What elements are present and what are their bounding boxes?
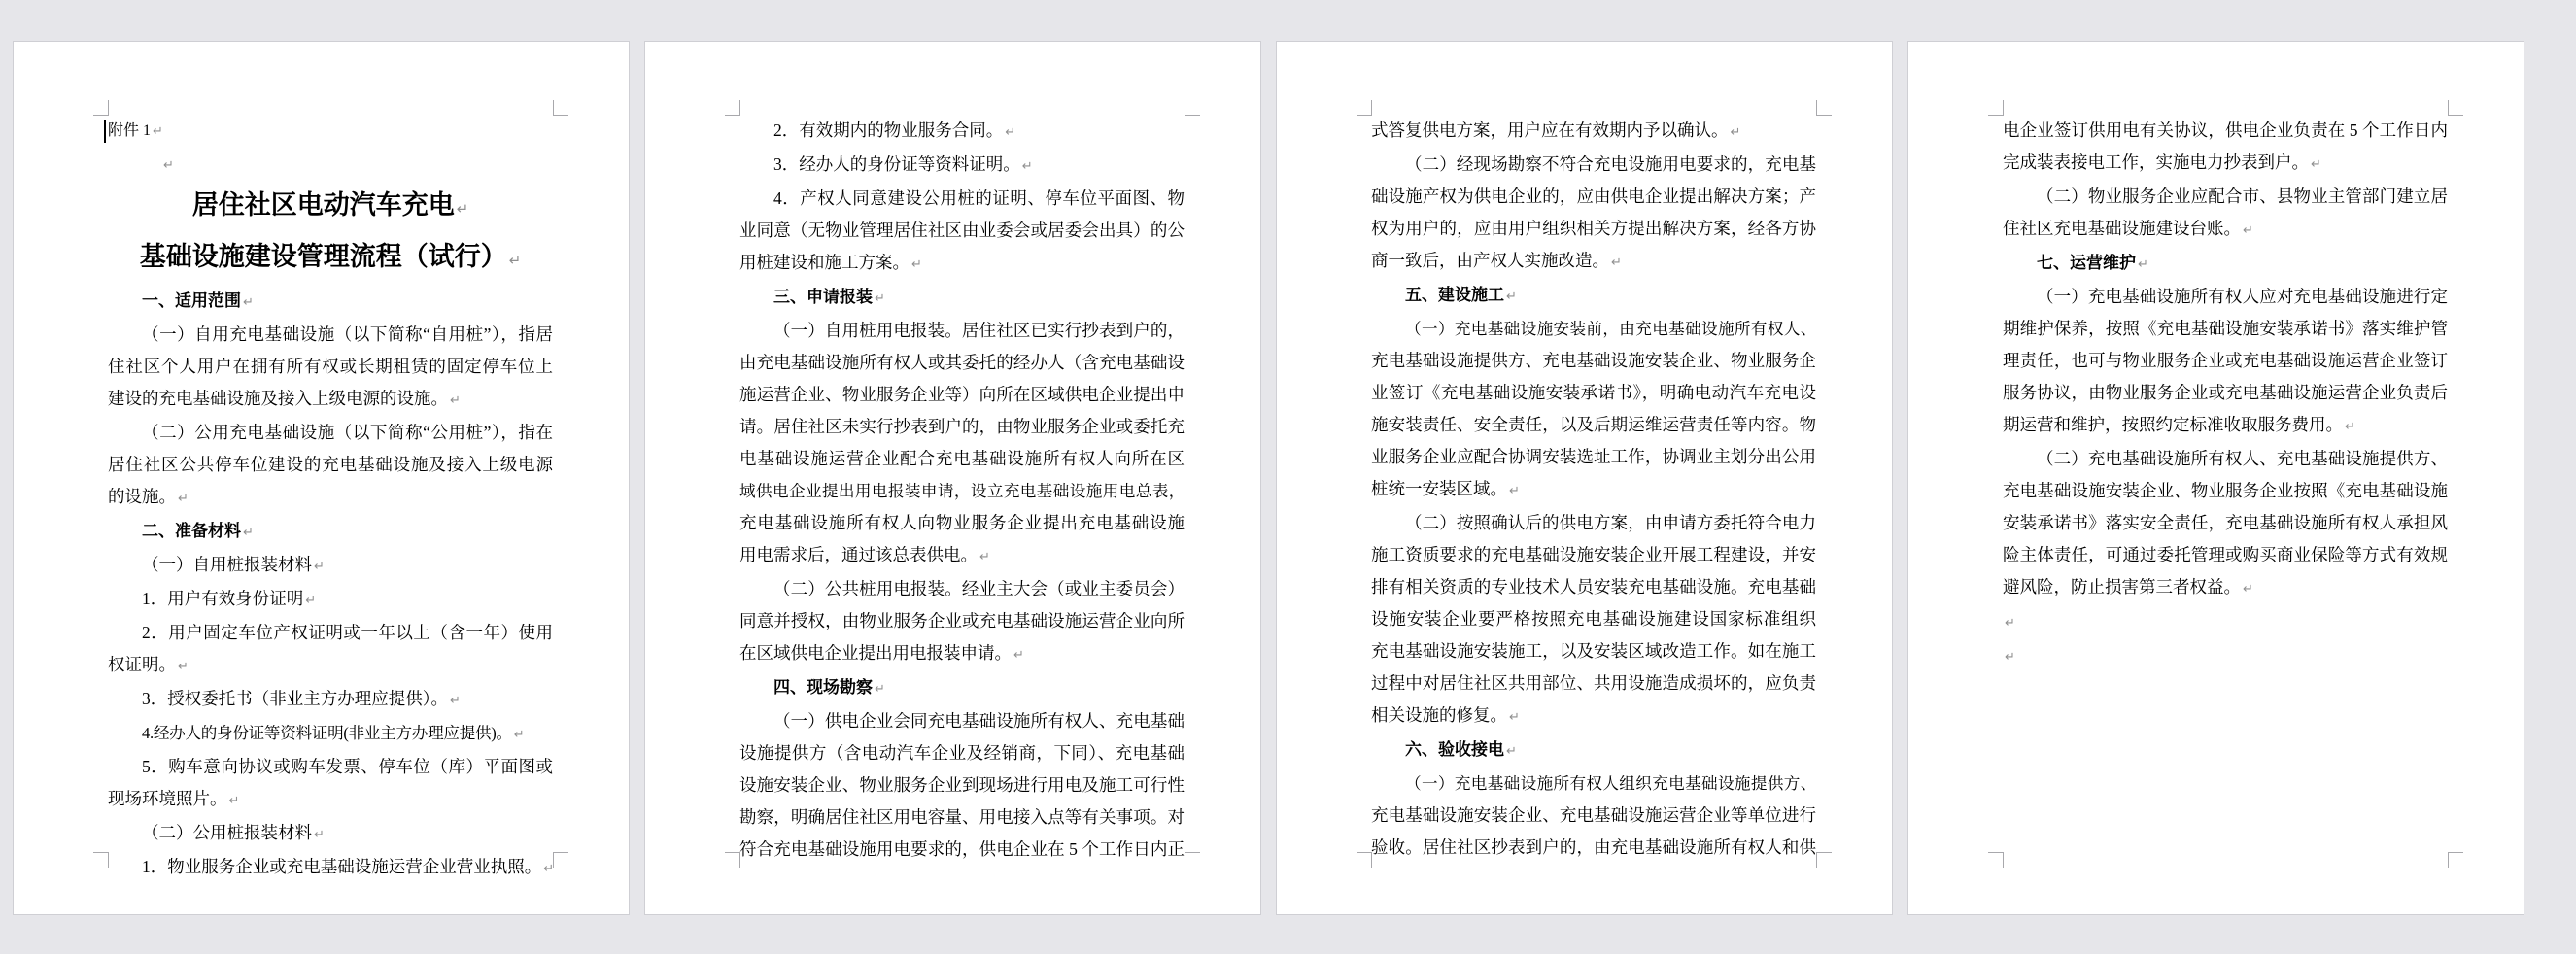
- text-run: 居住社区公共停车位建设的充电基础设施及接入上级电源: [108, 455, 553, 474]
- paragraph-mark-icon: ↵: [1506, 290, 1517, 304]
- text-line: [1371, 800, 1816, 832]
- text-run: 商一致后，由产权人实施改造。: [1371, 251, 1609, 270]
- text-line: [1371, 409, 1816, 441]
- paragraph-mark-icon: ↵: [314, 560, 325, 574]
- text-line: [108, 417, 553, 449]
- text-line: [108, 717, 553, 751]
- text-run: 电基础设施运营企业配合充电基础设施所有权人向所在区: [739, 449, 1185, 468]
- paragraph-mark-icon: ↵: [456, 200, 469, 218]
- paragraph-mark-icon: ↵: [1506, 744, 1517, 759]
- paragraph-mark-icon: ↵: [513, 728, 525, 742]
- text-line: [1371, 571, 1816, 603]
- page-text-area[interactable]: [739, 115, 1185, 866]
- text-run: 期维护保养，按照《充电基础设施安装承诺书》落实维护管: [2003, 319, 2448, 338]
- text-run: 排有相关资质的专业技术人员安装充电基础设施。充电基础: [1371, 577, 1816, 596]
- text-run: 1．物业服务企业或充电基础设施运营企业营业执照。: [142, 857, 542, 876]
- text-line: [108, 148, 553, 182]
- margin-corner-mark: [93, 852, 109, 868]
- text-line: [2003, 605, 2448, 639]
- text-run: 符合充电基础设施用电要求的，供电企业在 5 个工作日内正: [739, 839, 1185, 859]
- text-line: [108, 549, 553, 583]
- text-run: 用电需求后，通过该总表供电。: [739, 545, 978, 564]
- text-run: 险主体责任，可通过委托管理或购买商业保险等方式有效规: [2003, 545, 2448, 564]
- text-run: 施安装责任、安全责任，以及后期运维运营责任等内容。物: [1371, 415, 1816, 434]
- text-line: [1371, 667, 1816, 699]
- text-run: 住社区充电基础设施建设台账。: [2003, 219, 2241, 238]
- text-line: [108, 481, 553, 515]
- text-run: （一）自用桩报装材料: [142, 555, 312, 574]
- text-run: （一）充电基础设施安装前，由充电基础设施所有权人、: [1405, 320, 1816, 338]
- paragraph-mark-icon: ↵: [305, 594, 317, 608]
- paragraph-mark-icon: ↵: [314, 828, 325, 842]
- text-run: 4．产权人同意建设公用桩的证明、停车位平面图、物: [773, 188, 1185, 208]
- text-line: [108, 319, 553, 351]
- margin-corner-mark: [2448, 852, 2463, 868]
- text-line: [108, 817, 553, 851]
- text-run: 业服务企业应配合协调安装选址工作，协调业主划分出公用: [1371, 447, 1816, 466]
- text-run: 4.经办人的身份证等资料证明(非业主方办理应提供)。: [142, 724, 512, 742]
- margin-corner-mark: [1357, 100, 1372, 116]
- text-line: [739, 115, 1185, 149]
- text-run: 充电基础设施安装施工，以及安装区域改造工作。如在施工: [1371, 641, 1816, 661]
- text-run: 七、运营维护: [2037, 254, 2136, 272]
- text-line: [1371, 473, 1816, 507]
- text-run: （一）自用充电基础设施（以下简称“自用桩”），指居: [142, 324, 553, 344]
- margin-corner-mark: [1185, 100, 1200, 116]
- text-run: 基础设施建设管理流程（试行）: [139, 242, 507, 271]
- text-run: 期运营和维护，按照约定标准收取服务费用。: [2003, 415, 2343, 434]
- paragraph-mark-icon: ↵: [875, 291, 885, 306]
- text-line: [108, 783, 553, 817]
- paragraph-mark-icon: ↵: [228, 794, 240, 808]
- paragraph-mark-icon: ↵: [2005, 650, 2015, 664]
- document-page: [1907, 41, 2524, 915]
- text-run: 用桩建设和施工方案。: [739, 253, 910, 272]
- text-line: [739, 379, 1185, 411]
- text-run: 域供电企业提出用电报装申请，设立充电基础设施用电总表，: [739, 482, 1185, 500]
- text-line: [2003, 571, 2448, 605]
- text-line: [2003, 281, 2448, 313]
- text-run: 在区域供电企业提出用电报装申请。: [739, 643, 1012, 663]
- text-run: 2．有效期内的物业服务合同。: [773, 120, 1004, 140]
- text-run: 五、建设施工: [1405, 286, 1504, 304]
- text-run: 充电基础设施提供方、充电基础设施安装企业、物业服务企: [1371, 351, 1816, 370]
- page-text-area[interactable]: [2003, 115, 2448, 673]
- text-line: [1371, 345, 1816, 377]
- text-run: 住社区个人用户在拥有所有权或长期租赁的固定停车位上: [108, 357, 553, 376]
- section-heading-line: [739, 281, 1185, 315]
- paragraph-mark-icon: ↵: [2345, 420, 2355, 434]
- page-text-area[interactable]: [1371, 115, 1816, 864]
- document-page: [1276, 41, 1893, 915]
- text-run: 附件 1: [108, 122, 152, 139]
- text-line: [2003, 115, 2448, 147]
- text-line: [108, 751, 553, 783]
- paragraph-mark-icon: ↵: [2138, 257, 2148, 272]
- paragraph-mark-icon: ↵: [1509, 710, 1520, 725]
- text-line: [739, 834, 1185, 866]
- text-run: 验收。居住社区抄表到户的，由充电基础设施所有权人和供: [1371, 837, 1816, 857]
- text-line: [1371, 441, 1816, 473]
- text-run: （二）充电基础设施所有权人、充电基础设施提供方、: [2037, 449, 2448, 468]
- text-line: [1371, 213, 1816, 245]
- text-run: 础设施产权为供电企业的，应由供电企业提出解决方案；产: [1371, 187, 1816, 206]
- text-run: 六、验收接电: [1405, 740, 1504, 759]
- text-run: （二）经现场勘察不符合充电设施用电要求的，充电基: [1405, 154, 1816, 174]
- text-run: 完成装表接电工作，实施电力抄表到户。: [2003, 153, 2309, 172]
- paragraph-mark-icon: ↵: [1013, 648, 1024, 663]
- text-line: [108, 851, 553, 885]
- text-run: 请。居住社区未实行抄表到户的，由物业服务企业或委托充: [739, 417, 1185, 436]
- paragraph-mark-icon: ↵: [979, 550, 990, 564]
- margin-corner-mark: [553, 852, 568, 868]
- paragraph-mark-icon: ↵: [2311, 157, 2321, 172]
- text-run: 三、申请报装: [773, 288, 873, 306]
- text-line: [2003, 639, 2448, 673]
- text-run: 充电基础设施安装企业、物业服务企业按照《充电基础设施: [2003, 481, 2448, 500]
- text-run: 设施安装企业、物业服务企业到现场进行用电及施工可行性: [739, 775, 1185, 795]
- section-heading-line: [739, 671, 1185, 705]
- text-run: 服务协议，由物业服务企业或充电基础设施运营企业负责后: [2003, 383, 2448, 402]
- text-run: （一）充电基础设施所有权人组织充电基础设施提供方、: [1405, 774, 1816, 793]
- text-line: [2003, 539, 2448, 571]
- text-run: 理责任，也可与物业服务企业或充电基础设施运营企业签订: [2003, 351, 2448, 370]
- text-line: [739, 801, 1185, 834]
- text-run: 3．授权委托书（非业主方办理应提供）。: [142, 689, 448, 708]
- text-line: [2003, 409, 2448, 443]
- text-run: （一）充电基础设施所有权人应对充电基础设施进行定: [2037, 287, 2448, 306]
- paragraph-mark-icon: ↵: [2243, 223, 2253, 238]
- text-run: （二）公共桩用电报装。经业主大会（或业主委员会）: [773, 579, 1185, 598]
- margin-corner-mark: [725, 852, 740, 868]
- text-line: [739, 411, 1185, 443]
- text-line: [739, 347, 1185, 379]
- section-heading-line: [108, 285, 553, 319]
- text-line: [1371, 181, 1816, 213]
- text-line: [2003, 313, 2448, 345]
- text-line: [1371, 377, 1816, 409]
- text-line: [739, 507, 1185, 539]
- paragraph-mark-icon: ↵: [1730, 125, 1741, 140]
- text-line: [108, 383, 553, 417]
- section-heading-line: [1371, 279, 1816, 313]
- document-title-line: [108, 233, 553, 285]
- text-run: 桩统一安装区域。: [1371, 479, 1507, 498]
- margin-corner-mark: [93, 100, 109, 116]
- text-run: 同意并授权，由物业服务企业或充电基础设施运营企业向所: [739, 611, 1185, 630]
- text-line: [108, 617, 553, 649]
- margin-corner-mark: [1816, 852, 1832, 868]
- text-line: [2003, 507, 2448, 539]
- paragraph-mark-icon: ↵: [508, 252, 522, 269]
- text-line: [108, 649, 553, 683]
- paragraph-mark-icon: ↵: [2243, 582, 2253, 596]
- paragraph-mark-icon: ↵: [450, 393, 461, 408]
- text-run: 设施安装企业要严格按照充电基础设施建设国家标准组织: [1371, 609, 1816, 629]
- text-run: 过程中对居住社区共用部位、共用设施造成损坏的，应负责: [1371, 673, 1816, 693]
- text-run: 施运营企业、物业服务企业等）向所在区域供电企业提出申: [739, 385, 1185, 404]
- text-line: [2003, 377, 2448, 409]
- paragraph-mark-icon: ↵: [1021, 159, 1033, 174]
- paragraph-mark-icon: ↵: [2005, 616, 2015, 630]
- text-run: 居住社区电动汽车充电: [191, 190, 455, 220]
- paragraph-mark-icon: ↵: [1611, 256, 1622, 270]
- text-run: 的设施。: [108, 487, 176, 506]
- text-line: [1371, 149, 1816, 181]
- text-line: [108, 115, 553, 148]
- margin-corner-mark: [1816, 100, 1832, 116]
- document-page: [13, 41, 630, 915]
- paragraph-mark-icon: ↵: [153, 124, 163, 139]
- text-run: 1．用户有效身份证明: [142, 589, 304, 608]
- margin-corner-mark: [1988, 852, 2004, 868]
- text-line: [2003, 213, 2448, 247]
- text-run: 现场环境照片。: [108, 789, 227, 808]
- section-heading-line: [1371, 733, 1816, 767]
- text-run: 勘察，明确居住社区用电容量、用电接入点等有关事项。对: [739, 807, 1185, 827]
- text-line: [1371, 603, 1816, 635]
- text-run: 权证明。: [108, 655, 176, 674]
- text-run: 充电基础设施安装企业、充电基础设施运营企业等单位进行: [1371, 805, 1816, 825]
- text-run: 四、现场勘察: [773, 678, 873, 697]
- text-line: [739, 215, 1185, 247]
- paragraph-mark-icon: ↵: [243, 295, 254, 310]
- text-line: [1371, 699, 1816, 733]
- text-line: [739, 315, 1185, 347]
- text-run: （一）供电企业会同充电基础设施所有权人、充电基础: [773, 711, 1185, 731]
- paragraph-mark-icon: ↵: [178, 492, 189, 506]
- text-line: [2003, 181, 2448, 213]
- text-line: [1371, 245, 1816, 279]
- text-line: [739, 637, 1185, 671]
- paragraph-mark-icon: ↵: [450, 694, 461, 708]
- text-line: [1371, 539, 1816, 571]
- text-run: 3．经办人的身份证等资料证明。: [773, 154, 1020, 174]
- text-line: [1371, 635, 1816, 667]
- text-run: （二）公用桩报装材料: [142, 823, 312, 842]
- text-run: 由充电基础设施所有权人或其委托的经办人（含充电基础设: [739, 353, 1185, 372]
- section-heading-line: [108, 515, 553, 549]
- text-line: [739, 769, 1185, 801]
- margin-corner-mark: [553, 100, 568, 116]
- paragraph-mark-icon: ↵: [543, 862, 555, 876]
- text-run: 二、准备材料: [142, 522, 241, 540]
- text-line: [739, 605, 1185, 637]
- paragraph-mark-icon: ↵: [1005, 125, 1016, 140]
- text-line: [1371, 767, 1816, 800]
- text-line: [739, 573, 1185, 605]
- paragraph-mark-icon: ↵: [243, 526, 254, 540]
- text-line: [108, 683, 553, 717]
- text-line: [739, 539, 1185, 573]
- margin-corner-mark: [1185, 852, 1200, 868]
- text-cursor: [104, 120, 106, 143]
- text-line: [108, 583, 553, 617]
- text-run: 相关设施的修复。: [1371, 705, 1507, 725]
- text-run: 2．用户固定车位产权证明或一年以上（含一年）使用: [142, 623, 553, 642]
- text-line: [108, 449, 553, 481]
- text-line: [108, 351, 553, 383]
- text-run: （二）公用充电基础设施（以下简称“公用桩”），指在: [142, 423, 553, 442]
- text-run: 避风险，防止损害第三者权益。: [2003, 577, 2241, 596]
- text-run: 充电基础设施所有权人向物业服务企业提出充电基础设施: [739, 513, 1185, 532]
- text-line: [1371, 832, 1816, 864]
- text-run: 5．购车意向协议或购车发票、停车位（库）平面图或: [142, 757, 553, 776]
- document-page: [644, 41, 1261, 915]
- section-heading-line: [2003, 247, 2448, 281]
- text-line: [2003, 475, 2448, 507]
- text-run: 施工资质要求的充电基础设施安装企业开展工程建设，并安: [1371, 545, 1816, 564]
- text-run: （一）自用桩用电报装。居住社区已实行抄表到户的，: [773, 321, 1185, 340]
- text-line: [1371, 313, 1816, 345]
- margin-corner-mark: [2448, 100, 2463, 116]
- text-line: [739, 475, 1185, 507]
- text-line: [1371, 115, 1816, 149]
- text-line: [1371, 507, 1816, 539]
- margin-corner-mark: [1988, 100, 2004, 116]
- margin-corner-mark: [1357, 852, 1372, 868]
- paragraph-mark-icon: ↵: [1509, 484, 1520, 498]
- text-line: [739, 149, 1185, 183]
- text-run: 业签订《充电基础设施安装承诺书》，明确电动汽车充电设: [1371, 383, 1816, 402]
- text-run: 业同意（无物业管理居住社区由业委会或居委会出具）的公: [739, 221, 1185, 240]
- text-line: [739, 737, 1185, 769]
- text-run: 式答复供电方案，用户应在有效期内予以确认。: [1371, 120, 1729, 140]
- text-run: 一、适用范围: [142, 291, 241, 310]
- text-run: 权为用户的，应由用户组织相关方提出解决方案，经各方协: [1371, 219, 1816, 238]
- text-run: （二）按照确认后的供电方案，由申请方委托符合电力: [1405, 513, 1816, 532]
- document-title-line: [108, 182, 553, 233]
- text-run: 设施提供方（含电动汽车企业及经销商，下同）、充电基础: [739, 743, 1185, 763]
- text-line: [2003, 443, 2448, 475]
- text-line: [739, 443, 1185, 475]
- paragraph-mark-icon: ↵: [875, 682, 885, 697]
- text-line: [739, 183, 1185, 215]
- paragraph-mark-icon: ↵: [163, 158, 174, 173]
- margin-corner-mark: [725, 100, 740, 116]
- text-run: 电企业签订供用电有关协议，供电企业负责在 5 个工作日内: [2003, 120, 2448, 140]
- text-run: 安装承诺书》落实安全责任，充电基础设施所有权人承担风: [2003, 513, 2448, 532]
- paragraph-mark-icon: ↵: [178, 660, 189, 674]
- text-line: [739, 705, 1185, 737]
- text-line: [739, 247, 1185, 281]
- text-line: [2003, 345, 2448, 377]
- text-run: （二）物业服务企业应配合市、县物业主管部门建立居: [2037, 187, 2448, 206]
- paragraph-mark-icon: ↵: [911, 257, 922, 272]
- text-run: 建设的充电基础设施及接入上级电源的设施。: [108, 389, 448, 408]
- text-line: [2003, 147, 2448, 181]
- page-text-area[interactable]: [108, 115, 553, 885]
